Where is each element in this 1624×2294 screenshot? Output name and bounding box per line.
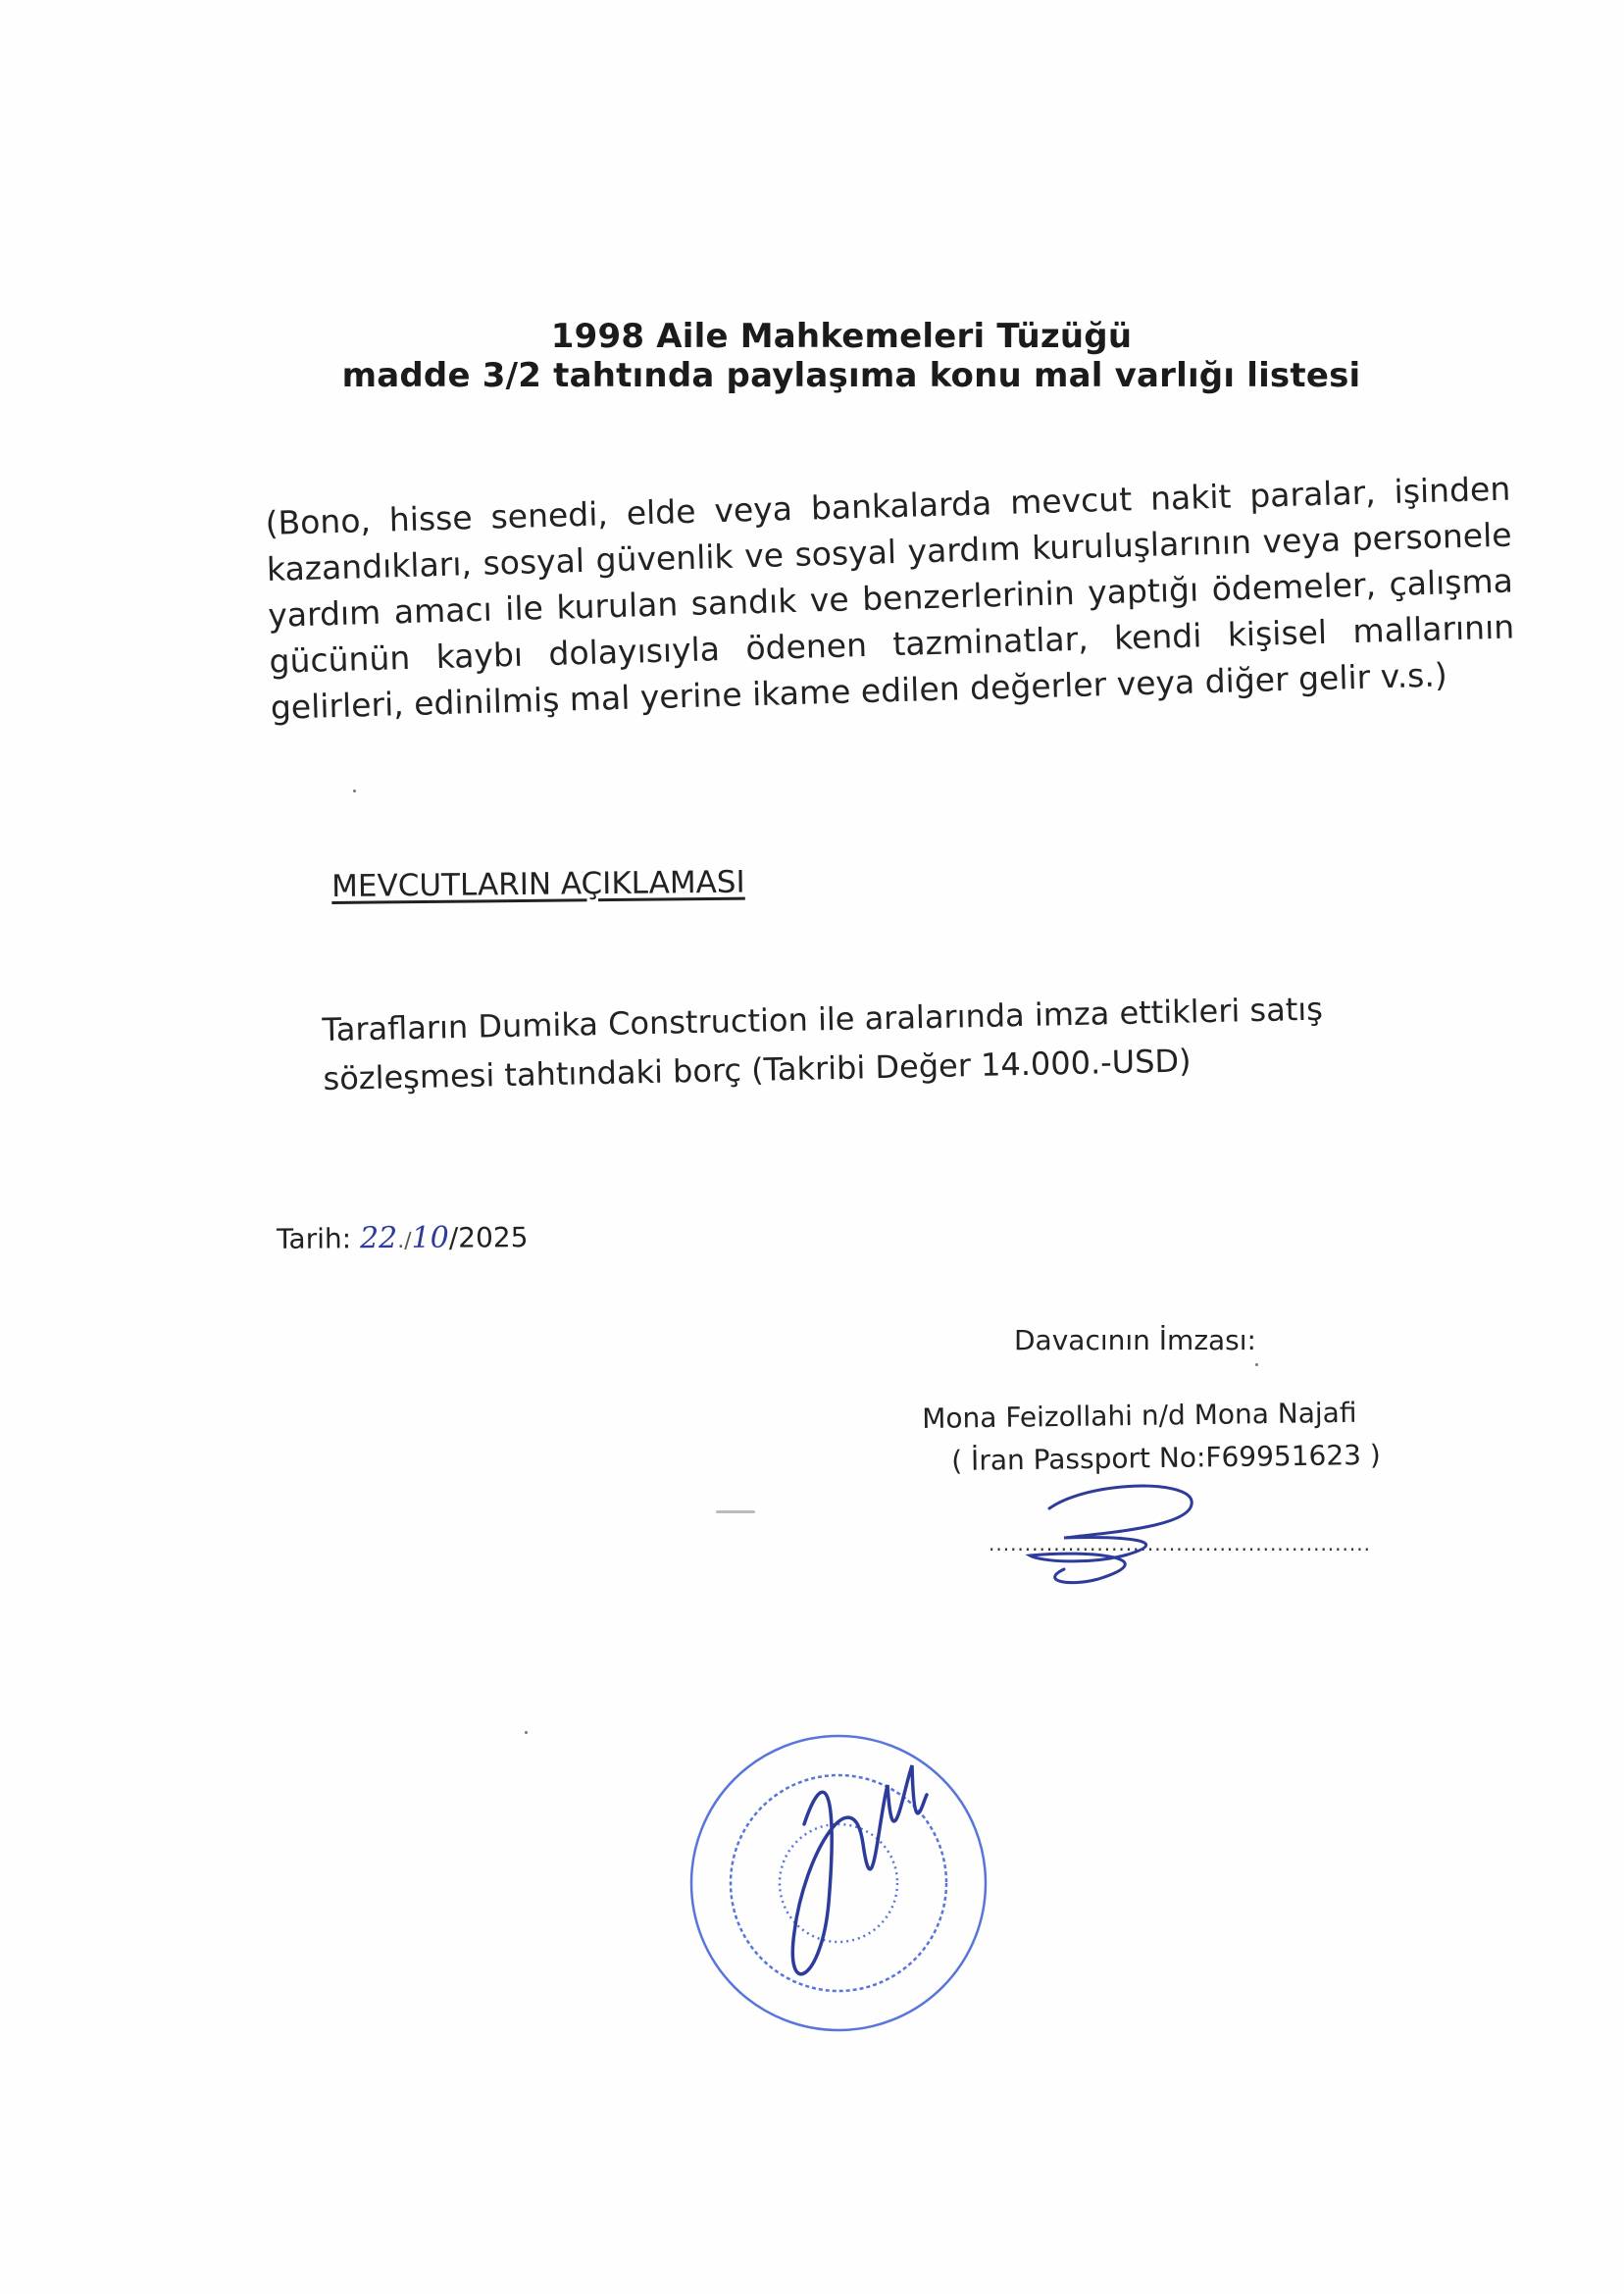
signature-dotted-line: .....................................................	[989, 1532, 1371, 1555]
scan-speck	[525, 1731, 528, 1734]
date-label: Tarih:	[276, 1222, 352, 1255]
document-subtitle: madde 3/2 tahtında paylaşıma konu mal varlığı listesi	[341, 356, 1361, 395]
date-line: Tarih: 22./10/2025	[276, 1220, 529, 1256]
asset-description	[322, 981, 1500, 1103]
signer-name: Mona Feizollahi n/d Mona Najafi	[922, 1396, 1357, 1435]
scan-speck	[353, 790, 356, 792]
signer-passport: ( İran Passport No:F69951623 )	[951, 1438, 1382, 1477]
document-title: 1998 Aile Mahkemeleri Tüzüğü	[550, 317, 1133, 356]
scan-speck	[1255, 1363, 1258, 1366]
signature-label: Davacının İmzası:	[1014, 1324, 1256, 1356]
intro-paragraph	[265, 466, 1516, 731]
official-stamp	[628, 1707, 1049, 2060]
date-month: 10	[411, 1220, 449, 1255]
handwritten-signature	[971, 1471, 1265, 1599]
section-heading: MEVCUTLARIN AÇIKLAMASI	[331, 864, 745, 904]
asset-description-line-1: Tarafların Dumika Construction ile aralarında imza ettikleri satış	[322, 990, 1324, 1048]
scan-mark	[716, 1510, 755, 1513]
date-day: 22	[359, 1221, 398, 1256]
asset-description-line-2: sözleşmesi tahtındaki borç (Takribi Değer 14.000.-USD)	[323, 1042, 1192, 1097]
intro-paragraph-text: (Bono, hisse senedi, elde veya bankalarda mevcut nakit paralar, işinden kazandıkları, sosyal güvenlik ve sosyal yardım kuruluşlarının veya personele yardım amacı ile kurulan sandık ve benzerlerinin yaptığı ödemeler, çalışma gücünün kaybı dolayısıyla ödenen tazminatlar, kendi kişisel mallarının gelirleri, edinilmiş mal yerine ikame edilen değerler veya diğer gelir v.s.)	[265, 469, 1515, 727]
date-year: /2025	[448, 1221, 529, 1254]
